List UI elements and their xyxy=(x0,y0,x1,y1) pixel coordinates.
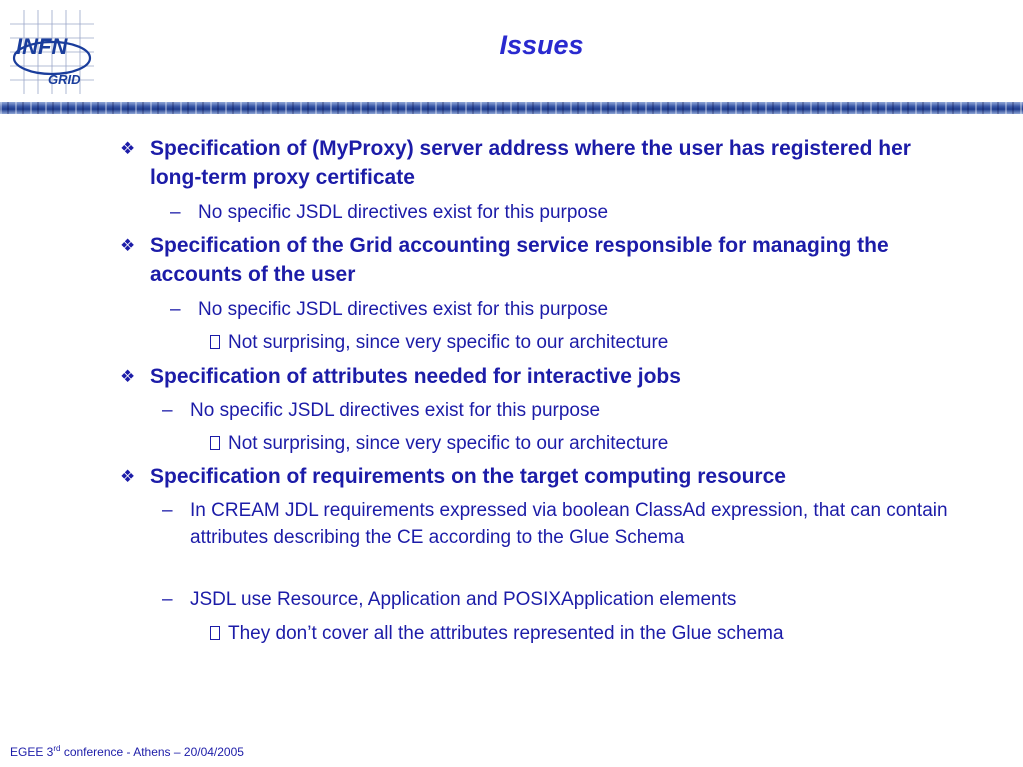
box-bullet-icon xyxy=(210,335,220,349)
note-text: Not surprising, since very specific to our architecture xyxy=(228,332,669,353)
box-bullet-icon xyxy=(210,436,220,450)
sub-bullet-item xyxy=(170,199,978,226)
dash-bullet-icon: – xyxy=(170,202,181,223)
sub-bullet-text: In CREAM JDL requirements expressed via boolean ClassAd expression, that can contain attributes describing the CE according to the Glue Schema xyxy=(190,500,948,548)
footer-suffix: conference - Athens – 20/04/2005 xyxy=(60,745,244,759)
diamond-bullet-icon: ❖ xyxy=(120,367,136,386)
diamond-bullet-icon: ❖ xyxy=(120,139,136,158)
sub-bullet-item xyxy=(162,586,970,613)
logo-infn-text: INFN xyxy=(16,34,68,59)
footer-prefix: EGEE 3 xyxy=(10,745,54,759)
bullet-text: Specification of requirements on the target computing resource xyxy=(150,465,786,488)
sub-bullet-item xyxy=(162,497,970,551)
bullet-text: Specification of (MyProxy) server address where the user has registered her long-term proxy certificate xyxy=(150,137,911,189)
note-text: Not surprising, since very specific to our architecture xyxy=(228,433,669,454)
dash-bullet-icon: – xyxy=(170,299,181,320)
dash-bullet-icon: – xyxy=(162,589,173,610)
page-title: Issues xyxy=(499,30,584,60)
sub-bullet-text: No specific JSDL directives exist for this purpose xyxy=(198,202,609,223)
bullet-item xyxy=(120,462,950,491)
logo-grid-text: GRID xyxy=(48,72,81,87)
sub-bullet-item xyxy=(170,296,978,323)
note-text: They don’t cover all the attributes represented in the Glue schema xyxy=(228,623,784,644)
bullet-item xyxy=(120,362,950,391)
dash-bullet-icon: – xyxy=(162,500,173,521)
dash-bullet-icon: – xyxy=(162,400,173,421)
sub-bullet-text: No specific JSDL directives exist for this purpose xyxy=(198,299,609,320)
box-bullet-icon xyxy=(210,626,220,640)
footer-text xyxy=(10,744,244,759)
bullet-text: Specification of the Grid accounting service responsible for managing the accounts of the user xyxy=(150,234,889,286)
bullet-item xyxy=(120,231,950,289)
sub-bullet-text: No specific JSDL directives exist for this purpose xyxy=(190,400,601,421)
footer-superscript: rd xyxy=(53,744,61,753)
diamond-bullet-icon: ❖ xyxy=(120,236,136,255)
sub-bullet-item xyxy=(162,397,970,424)
note-item xyxy=(210,329,970,356)
bullet-text: Specification of attributes needed for interactive jobs xyxy=(150,365,681,388)
diamond-bullet-icon: ❖ xyxy=(120,467,136,486)
sub-bullet-text: JSDL use Resource, Application and POSIXApplication elements xyxy=(190,589,737,610)
note-item xyxy=(210,430,970,457)
note-item xyxy=(210,620,970,647)
bullet-item xyxy=(120,134,950,192)
